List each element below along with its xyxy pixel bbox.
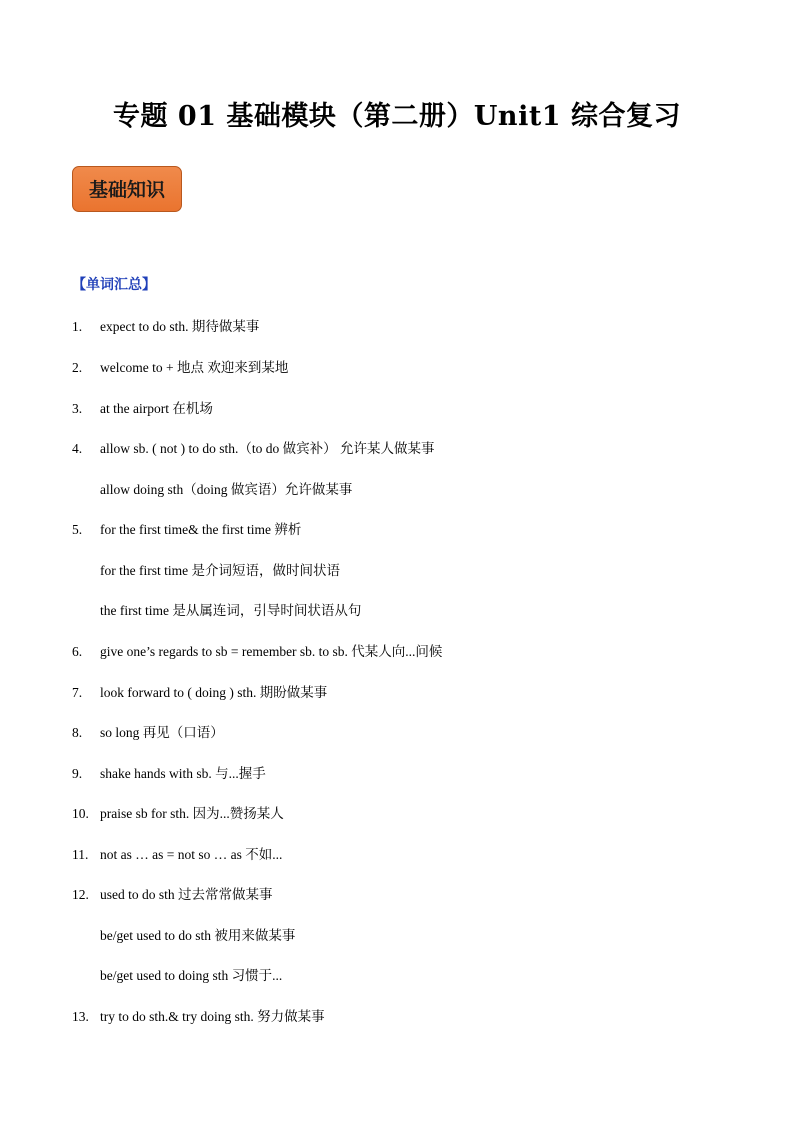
item-number: 1. — [72, 319, 83, 334]
item-text: expect to do sth. 期待做某事 — [100, 319, 260, 334]
item-number: 4. — [72, 441, 83, 456]
item-text: try to do sth.& try doing sth. 努力做某事 — [100, 1009, 325, 1024]
list-item — [72, 846, 282, 864]
list-item-note: the first time 是从属连词，引导时间状语从句 — [100, 603, 362, 618]
list-item — [72, 886, 273, 904]
list-item — [72, 684, 327, 702]
item-text: for the first time& the first time 辨析 — [100, 522, 302, 537]
item-number: 5. — [72, 522, 83, 537]
list-item — [72, 400, 213, 418]
item-number: 9. — [72, 766, 83, 781]
item-text: welcome to + 地点 欢迎来到某地 — [100, 360, 289, 375]
item-number: 10. — [72, 806, 89, 821]
list-item — [72, 643, 442, 661]
list-item — [72, 521, 301, 539]
item-text: used to do sth 过去常常做某事 — [100, 887, 273, 902]
list-item-note: be/get used to do sth 被用来做某事 — [100, 928, 296, 943]
list-item — [72, 805, 284, 823]
list-item — [72, 318, 259, 336]
list-item — [72, 765, 266, 783]
section-heading: 【单词汇总】 — [72, 277, 156, 293]
item-number: 3. — [72, 401, 83, 416]
item-number: 2. — [72, 360, 83, 375]
list-item-note: for the first time 是介词短语，做时间状语 — [100, 563, 340, 578]
section-badge: 基础知识 — [72, 166, 182, 212]
list-item-note: allow doing sth（doing 做宾语）允许做某事 — [100, 482, 353, 497]
item-text: shake hands with sb. 与...握手 — [100, 766, 266, 781]
item-text: praise sb for sth. 因为...赞扬某人 — [100, 806, 284, 821]
item-number: 11. — [72, 847, 89, 862]
list-item — [72, 1008, 325, 1026]
item-text: not as … as = not so … as 不如... — [100, 847, 283, 862]
item-number: 6. — [72, 644, 83, 659]
list-item — [72, 724, 224, 742]
item-text: look forward to ( doing ) sth. 期盼做某事 — [100, 685, 328, 700]
page-title: 专题 01 基础模块（第二册）Unit1 综合复习 — [113, 101, 681, 132]
item-text: at the airport 在机场 — [100, 401, 213, 416]
item-number: 13. — [72, 1009, 89, 1024]
list-item — [72, 440, 435, 458]
list-item-note: be/get used to doing sth 习惯于... — [100, 968, 283, 983]
item-number: 12. — [72, 887, 89, 902]
list-item — [72, 359, 288, 377]
item-text: so long 再见（口语） — [100, 725, 224, 740]
item-text: give one’s regards to sb = remember sb. to sb. 代某人向...问候 — [100, 644, 443, 659]
item-text: allow sb. ( not ) to do sth.（to do 做宾补） 允许某人做某事 — [100, 441, 435, 456]
item-number: 7. — [72, 685, 83, 700]
item-number: 8. — [72, 725, 83, 740]
